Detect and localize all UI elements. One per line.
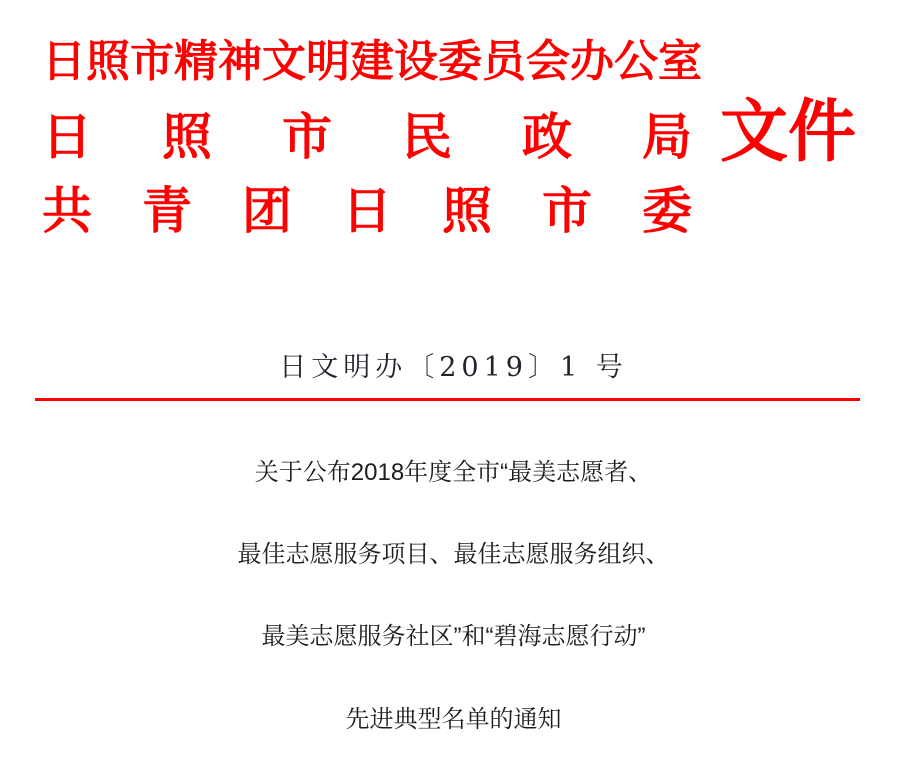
issuing-org-line-1: 日照市精神文明建设委员会办公室 bbox=[42, 36, 702, 87]
issuing-org-line-2: 日照市民政局 bbox=[42, 107, 762, 166]
title-line-4: 先进典型名单的通知 bbox=[345, 706, 562, 733]
doc-number: 日文明办〔2019〕1 号 bbox=[279, 352, 628, 383]
issuing-org-line-3: 共青团日照市委 bbox=[42, 181, 742, 240]
title-line-3: 最美志愿服务社区”和“碧海志愿行动” bbox=[261, 623, 646, 650]
document-type-label: 文件 bbox=[720, 92, 857, 172]
title-line-1: 关于公布2018年度全市“最美志愿者、 bbox=[254, 459, 653, 486]
title-line-2: 最佳志愿服务项目、最佳志愿服务组织、 bbox=[237, 541, 670, 568]
red-divider bbox=[35, 398, 860, 401]
